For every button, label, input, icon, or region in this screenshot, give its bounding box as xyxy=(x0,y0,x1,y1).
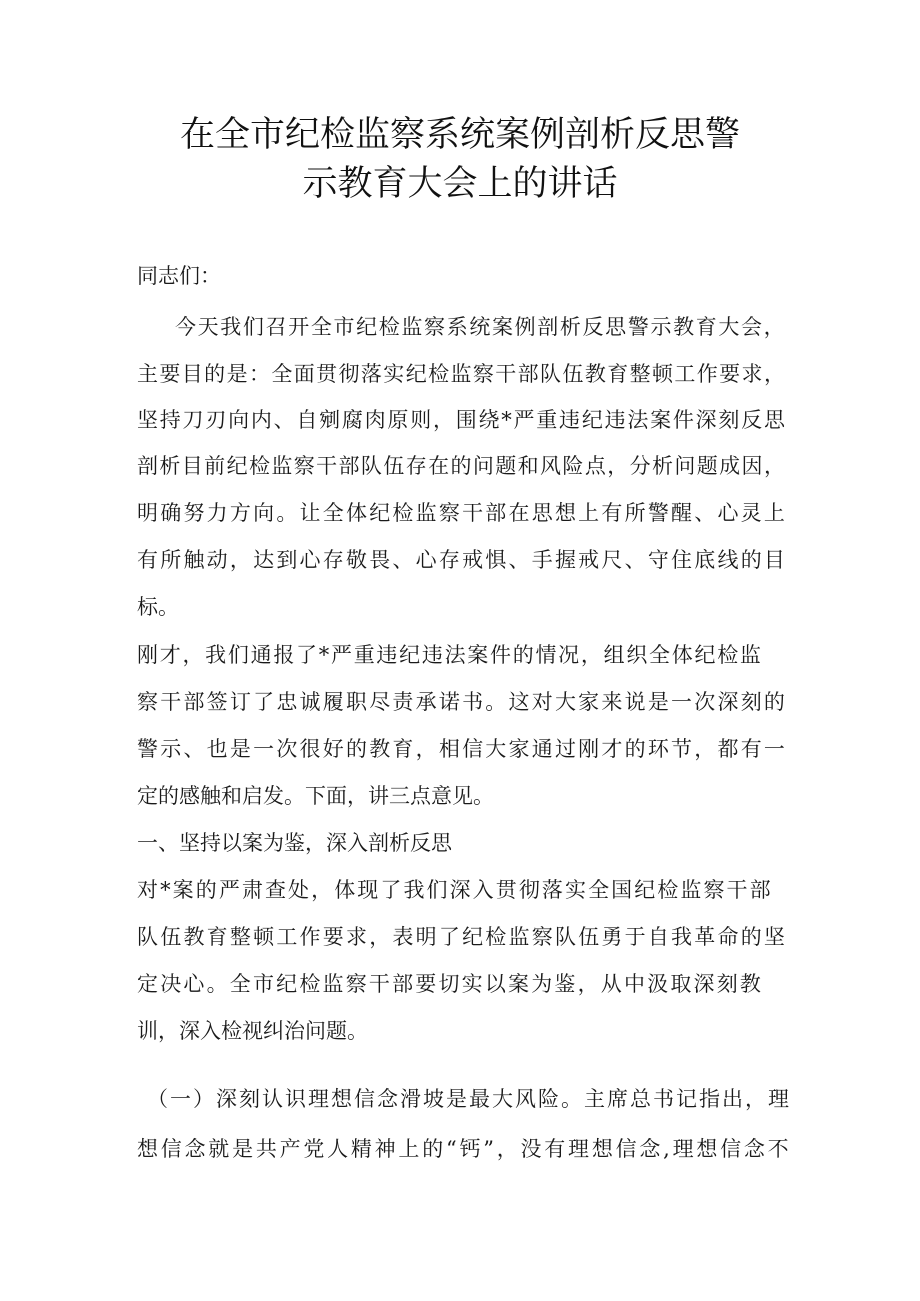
section-heading-1: 一、坚持以案为鉴，深入剖析反思 xyxy=(137,831,452,855)
salutation: 同志们： xyxy=(137,264,221,288)
paragraph-2-line-3: 警 示 、 也 是 一 次 很 好 的 教 育 ， 相 信 大 家 通 过 刚 才 的 环 节 ， 都 有 一 xyxy=(137,737,785,761)
paragraph-2-line-1: 刚 才 ， 我 们 通 报 了 * 严 重 违 纪 违 法 案 件 的 情 况 ， 组 织 全 体 纪 检 监 xyxy=(137,643,761,667)
paragraph-4-line-1: （ 一 ） 深 刻 认 识 理 想 信 念 滑 坡 是 最 大 风 险 。 主 席 总 书 记 指 出 ， 理 xyxy=(147,1087,789,1111)
paragraph-1-line-3: 坚 持 刀 刃 向 内 、 自 剜 腐 肉 原 则 ， 围 绕 * 严 重 违 纪 违 法 案 件 深 刻 反 思 xyxy=(137,408,785,432)
paragraph-1-line-6: 有 所 触 动 ， 达 到 心 存 敬 畏 、 心 存 戒 惧 、 手 握 戒 尺 、 守 住 底 线 的 目 xyxy=(137,548,785,572)
paragraph-4-line-2: 想 信 念 就 是 共 产 党 人 精 神 上 的 “ 钙 ” ， 没 有 理 想 信 念 , 理 想 信 念 不 xyxy=(137,1137,789,1161)
paragraph-1-line-5: 明 确 努 力 方 向 。 让 全 体 纪 检 监 察 干 部 在 思 想 上 有 所 警 醒 、 心 灵 上 xyxy=(137,501,785,525)
paragraph-1-line-1: 今 天 我 们 召 开 全 市 纪 检 监 察 系 统 案 例 剖 析 反 思 警 示 教 育 大 会 ， xyxy=(175,315,785,339)
paragraph-3-line-1: 对 * 案 的 严 肃 查 处 ， 体 现 了 我 们 深 入 贯 彻 落 实 全 国 纪 检 监 察 干 部 xyxy=(137,878,771,902)
document-title-line-2: 示教育大会上的讲话 xyxy=(302,164,618,204)
paragraph-3-line-3: 定 决 心 。 全 市 纪 检 监 察 干 部 要 切 实 以 案 为 鉴 ， 从 中 汲 取 深 刻 教 xyxy=(137,972,761,996)
paragraph-2-line-4: 定的感触和启发。下面，讲三点意见。 xyxy=(137,784,494,808)
paragraph-3-line-4: 训，深入检视纠治问题。 xyxy=(137,1019,368,1043)
paragraph-1-line-4: 剖 析 目 前 纪 检 监 察 干 部 队 伍 存 在 的 问 题 和 风 险 点 ， 分 析 问 题 成 因 ， xyxy=(137,454,785,478)
paragraph-3-line-2: 队 伍 教 育 整 顿 工 作 要 求 ， 表 明 了 纪 检 监 察 队 伍 勇 于 自 我 革 命 的 坚 xyxy=(137,925,785,949)
document-title-line-1: 在全市纪检监察系统案例剖析反思警 xyxy=(179,115,740,155)
paragraph-2-line-2: 察 干 部 签 订 了 忠 诚 履 职 尽 责 承 诺 书 。 这 对 大 家 来 说 是 一 次 深 刻 的 xyxy=(137,690,785,714)
paragraph-1-line-7: 标。 xyxy=(137,595,179,619)
paragraph-1-line-2: 主 要 目 的 是 ： 全 面 贯 彻 落 实 纪 检 监 察 干 部 队 伍 教 育 整 顿 工 作 要 求 ， xyxy=(137,362,785,386)
